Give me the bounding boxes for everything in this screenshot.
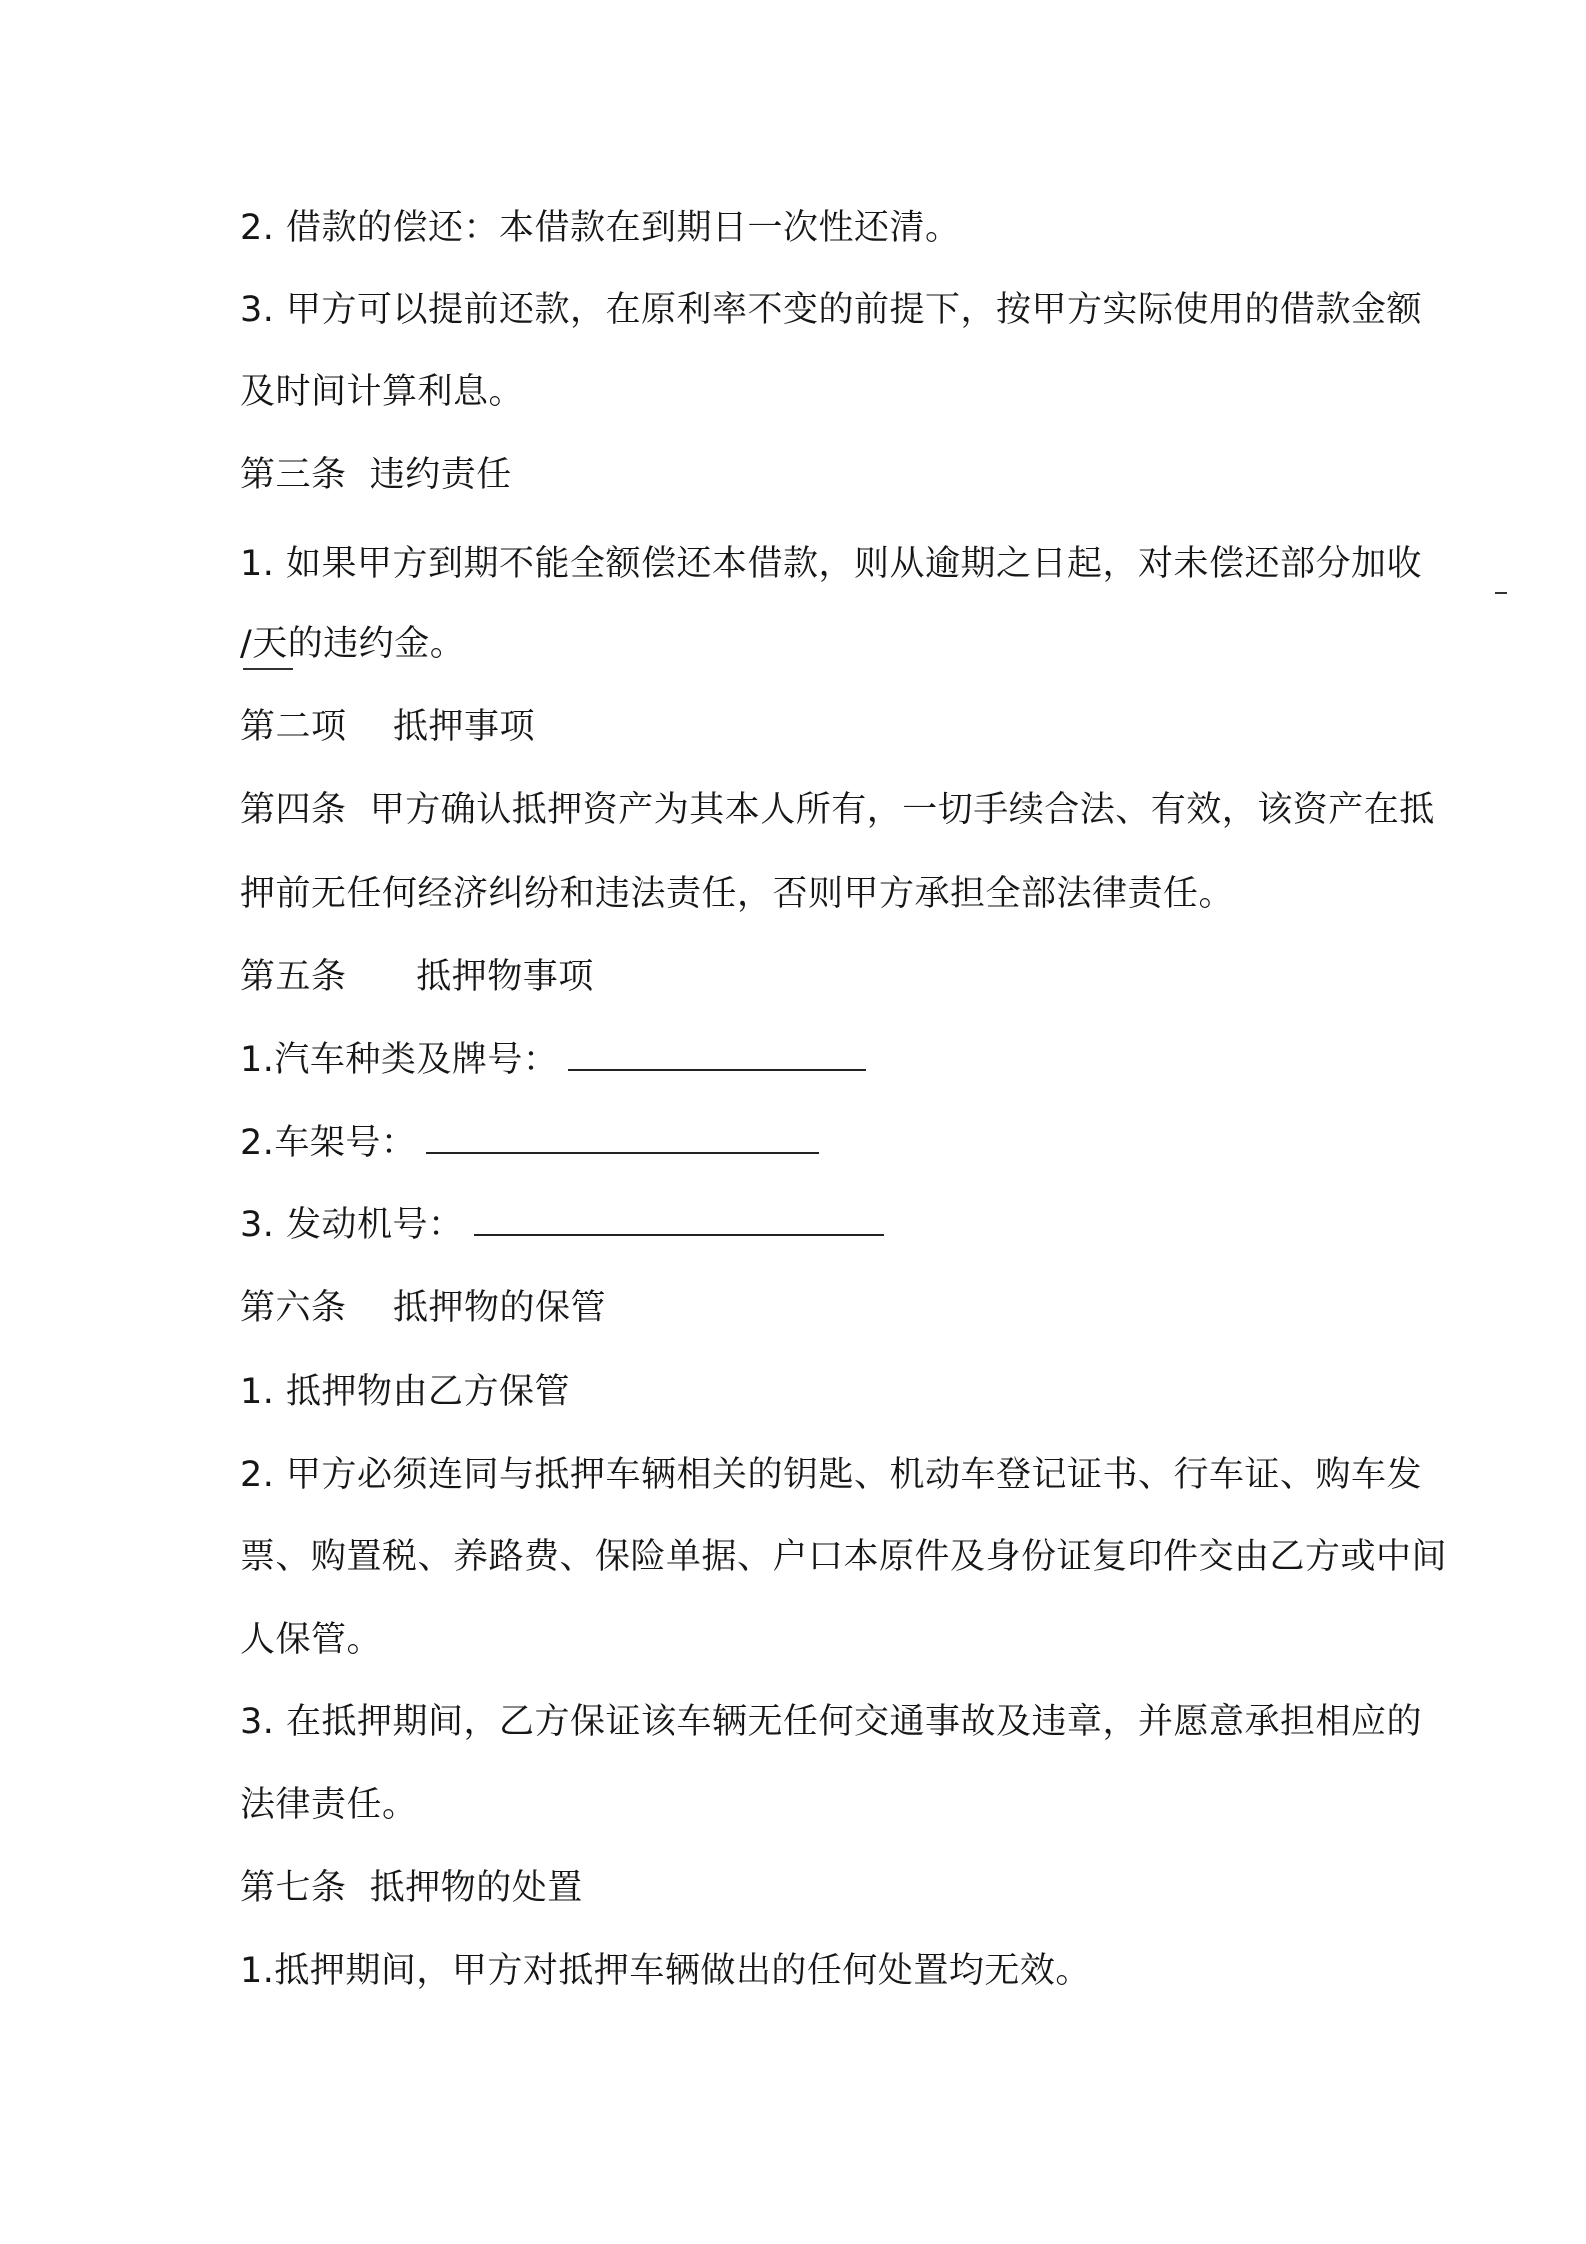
clause-3-early-repayment: 3. 甲方可以提前还款，在原利率不变的前提下，按甲方实际使用的借款金额: [240, 290, 1423, 330]
vehicle-type-plate-label: 1.汽车种类及牌号：: [240, 1040, 559, 1080]
article-4-cont: 押前无任何经济纠纷和违法责任，否则甲方承担全部法律责任。: [240, 874, 1235, 914]
frame-number-label: 2.车架号：: [240, 1123, 417, 1163]
article-6-heading: 第六条 抵押物的保管: [240, 1288, 607, 1328]
clause-2-repayment: 2. 借款的偿还：本借款在到期日一次性还清。: [240, 208, 961, 248]
frame-number-line: [240, 1121, 819, 1165]
rate-blank-end: [1495, 592, 1507, 594]
frame-number-blank: [426, 1122, 819, 1154]
article-3-heading: 第三条 违约责任: [240, 455, 512, 495]
custody-clause-2-end: 人保管。: [240, 1620, 383, 1660]
article-7-heading: 第七条 抵押物的处置: [240, 1868, 583, 1908]
custody-clause-1: 1. 抵押物由乙方保管: [240, 1372, 571, 1412]
disposal-clause-1: 1.抵押期间，甲方对抵押车辆做出的任何处置均无效。: [240, 1951, 1091, 1991]
custody-clause-3-cont: 法律责任。: [240, 1785, 418, 1825]
custody-clause-2-cont: 票、购置税、养路费、保险单据、户口本原件及身份证复印件交由乙方或中间: [240, 1537, 1448, 1577]
engine-number-line: [240, 1203, 884, 1247]
clause-3-early-repayment-cont: 及时间计算利息。: [240, 372, 525, 412]
breach-clause-1: 1. 如果甲方到期不能全额偿还本借款，则从逾期之日起，对未偿还部分加收: [240, 544, 1423, 584]
vehicle-type-plate-blank: [568, 1039, 866, 1071]
article-5-heading: 第五条 抵押物事项: [240, 957, 594, 997]
section-2-heading: 第二项 抵押事项: [240, 707, 536, 747]
vehicle-type-plate-line: [240, 1038, 866, 1082]
custody-clause-2: 2. 甲方必须连同与抵押车辆相关的钥匙、机动车登记证书、行车证、购车发: [240, 1455, 1423, 1495]
custody-clause-3: 3. 在抵押期间，乙方保证该车辆无任何交通事故及违章，并愿意承担相应的: [240, 1702, 1423, 1742]
breach-clause-1-cont: /天的违约金。: [240, 624, 466, 664]
article-4: 第四条 甲方确认抵押资产为其本人所有，一切手续合法、有效，该资产在抵: [240, 790, 1435, 830]
engine-number-blank: [474, 1204, 884, 1236]
rate-blank: [243, 668, 293, 670]
engine-number-label: 3. 发动机号：: [240, 1205, 464, 1245]
